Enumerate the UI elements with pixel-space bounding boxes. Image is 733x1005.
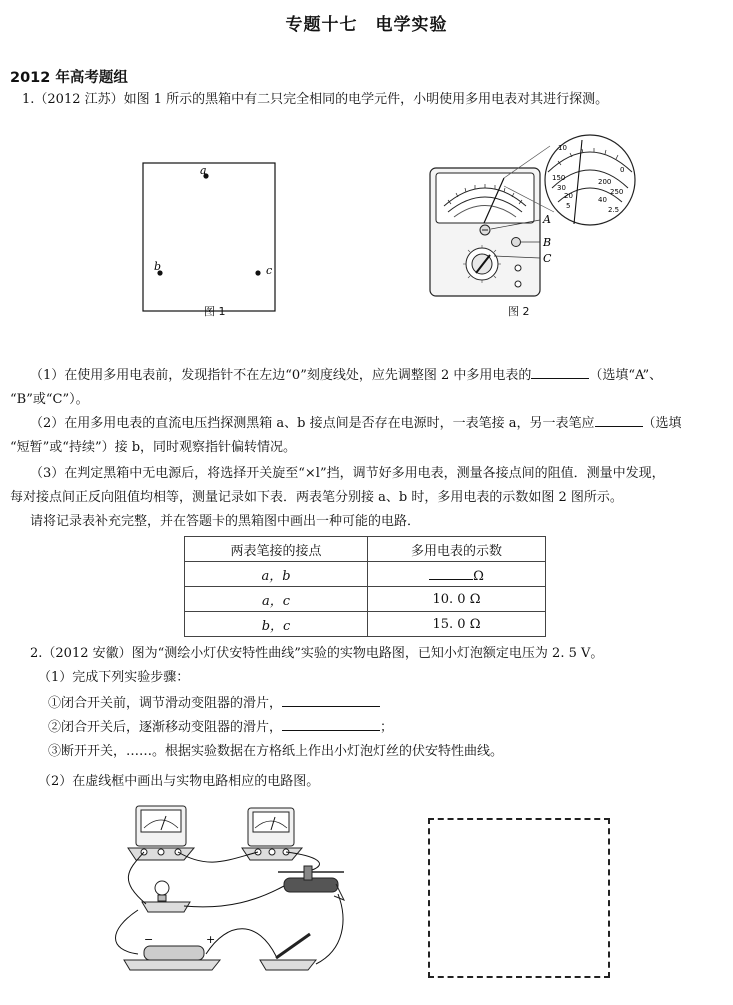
dial-0: 0 — [620, 166, 625, 174]
q1-intro: 1.（2012 江苏）如图 1 所示的黑箱中有二只完全相同的电学元件，小明使用多用电表对其进行探测。 — [22, 92, 609, 107]
answer-blank-3 — [429, 565, 473, 580]
circuit-diagram-answer-box — [428, 818, 610, 978]
figure-1-black-box — [140, 160, 280, 320]
meter-right — [242, 808, 302, 860]
q1-part2-line2: “短暂”或“持续”）接 b，同时观察指针偏转情况。 — [10, 440, 297, 455]
dial-40: 40 — [598, 196, 607, 204]
figure-1-caption: 图 1 — [204, 305, 226, 318]
table-cell-points: a，c — [185, 587, 368, 612]
figure-2-multimeter — [424, 128, 644, 304]
meter-left — [128, 806, 194, 860]
q1-part1-line1: （1）在使用多用电表前，发现指针不在左边“0”刻度线处，应先调整图 2 中多用电表的 （选填“A”、 — [30, 364, 733, 388]
table-cell-points: b，c — [185, 612, 368, 637]
label-C: C — [543, 252, 552, 265]
q2-step-3: ③断开开关，……。根据实验数据在方格纸上作出小灯泡灯丝的伏安特性曲线。 — [48, 744, 504, 759]
q1-part1-line2: “B”或“C”）。 — [10, 392, 89, 407]
battery — [124, 933, 220, 970]
section-heading: 2012 年高考题组 — [10, 70, 128, 86]
table-row — [185, 612, 546, 637]
meter-dial-window — [436, 173, 534, 223]
figure-2-caption: 图 2 — [508, 305, 530, 318]
terminal-c-dot — [255, 270, 260, 275]
table-header-reading: 多用电表的示数 — [368, 537, 546, 562]
q1-part2-line1: （2）在用多用电表的直流电压挡探测黑箱 a、b 接点间是否存在电源时，一表笔接 a，另一表笔应 （选填 — [30, 412, 733, 436]
table-cell-reading: 10. 0 Ω — [368, 587, 546, 612]
rheostat — [278, 866, 344, 900]
dial-10: 10 — [558, 144, 567, 152]
page-title: 专题十七 电学实验 — [285, 15, 448, 35]
table-cell-points: a，b — [185, 562, 368, 587]
dial-2-5: 2.5 — [608, 206, 620, 214]
label-B: B — [543, 236, 552, 249]
label-c: c — [266, 264, 273, 277]
table-row — [185, 562, 546, 587]
q1-part3-line3: 请将记录表补充完整，并在答题卡的黑箱图中画出一种可能的电路． — [30, 514, 421, 529]
switch — [260, 934, 316, 970]
q1-part3-line1: （3）在判定黑箱中无电源后，将选择开关旋至“×l”挡，调节好多用电表，测量各接点间的阻值．测量中发现， — [30, 466, 665, 481]
table-row — [185, 587, 546, 612]
dial-150: 150 — [552, 174, 566, 182]
q2-part2: （2）在虚线框中画出与实物电路相应的电路图。 — [38, 774, 320, 789]
table-cell-reading: 15. 0 Ω — [368, 612, 546, 637]
battery-minus-label: − — [144, 933, 154, 946]
table-header-row — [185, 537, 546, 562]
answer-blank-5 — [282, 716, 380, 731]
battery-plus-label: + — [206, 933, 216, 946]
answer-blank-1 — [531, 364, 589, 379]
table-cell-reading: Ω — [368, 562, 546, 587]
answer-blank-2 — [595, 412, 643, 427]
q2-intro: 2.（2012 安徽）图为“测绘小灯伏安特性曲线”实验的实物电路图，已知小灯泡额定电压为 2. 5 V。 — [30, 646, 604, 661]
ohm-zero-knob — [512, 238, 521, 247]
dial-20: 20 — [564, 192, 573, 200]
q2-step-1: ①闭合开关前，调节滑动变阻器的滑片， — [48, 692, 733, 716]
jack-minus — [515, 281, 521, 287]
dial-250: 250 — [610, 188, 624, 196]
dial-200: 200 — [598, 178, 612, 186]
label-b: b — [154, 260, 162, 273]
label-A: A — [543, 213, 551, 226]
dial-30: 30 — [557, 184, 566, 192]
black-box-outline — [143, 163, 275, 311]
answer-blank-4 — [282, 692, 380, 707]
q2-step-2: ②闭合开关后，逐渐移动变阻器的滑片， ； — [48, 716, 733, 740]
q2-step-heading: （1）完成下列实验步骤： — [38, 670, 190, 685]
dial-5: 5 — [566, 202, 571, 210]
table-header-points: 两表笔接的接点 — [185, 537, 368, 562]
jack-plus — [515, 265, 521, 271]
record-table — [184, 536, 546, 637]
q1-part3-line2: 每对接点间正反向阻值均相等，测量记录如下表．两表笔分别接 a、b 时，多用电表的示数如图 2 图所示。 — [10, 490, 623, 505]
label-a: a — [200, 164, 207, 177]
physical-circuit-figure — [108, 800, 348, 980]
lamp — [142, 881, 190, 912]
